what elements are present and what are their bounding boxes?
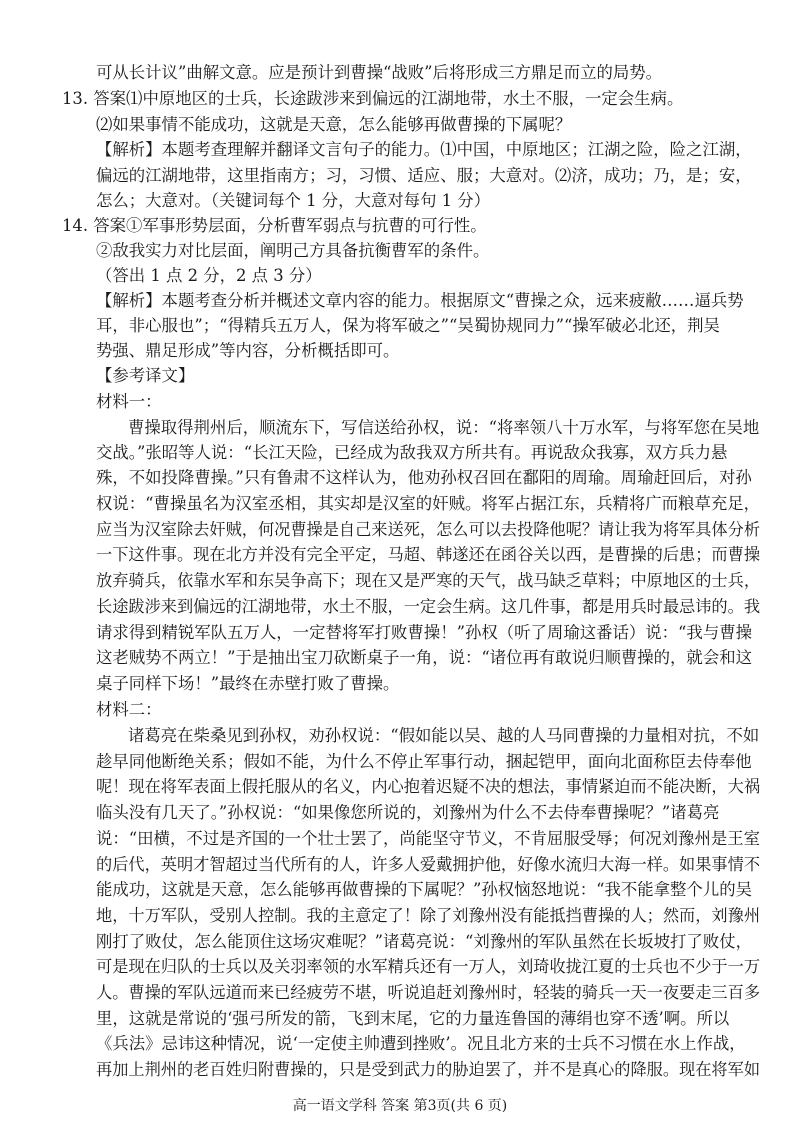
- text-line: 势强、鼎足形成”等内容，分析概括即可。: [96, 341, 400, 360]
- question-14-answer: 14. 答案①军事形势层面，分析曹军弱点与抗曹的可行性。: [62, 216, 487, 235]
- text-line: （答出 1 点 2 分，2 点 3 分）: [96, 266, 322, 285]
- text-line: 这老贼势不两立！”于是抽出宝刀砍断桌子一角，说：“诸位再有敢说归顺曹操的，就会和这: [96, 648, 752, 667]
- text-line: 诸葛亮在柴桑见到孙权，劝孙权说：“假如能以吴、越的人马同曹操的力量相对抗，不如: [128, 726, 760, 745]
- text-line: ②敌我实力对比层面，阐明己方具备抗衡曹军的条件。: [96, 241, 490, 260]
- text-line: 交战。”张昭等人说：“长江天险，已经成为敌我双方所共有。再说敌众我寡，双方兵力悬: [96, 443, 728, 462]
- text-line: 殊，不如投降曹操。”只有鲁肃不这样认为，他劝孙权召回在鄱阳的周瑜。周瑜赶回后，对孙: [96, 468, 752, 487]
- page-footer: 高一语文学科 答案 第3页(共 6 页): [292, 1098, 508, 1114]
- text-line: 偏远的江湖地带，这里指南方；习，习惯、适应、服；大意对。⑵济，成功；乃，是；安，: [96, 166, 752, 185]
- material-1-heading: 材料一：: [96, 392, 162, 411]
- text-line: 趁早同他断绝关系；假如不能，为什么不停止军事行动，捆起铠甲，面向北面称臣去侍奉他: [96, 752, 752, 771]
- text-line: 刚打了败仗，怎么能顶住这场灾难呢？”诸葛亮说：“刘豫州的军队虽然在长坂坡打了败仗，: [96, 932, 752, 951]
- text-line: 地，十万军队，受别人控制。我的主意定了！除了刘豫州没有能抵挡曹操的人；然而，刘豫州: [96, 906, 761, 925]
- text-line: 桌子同样下场！”最终在赤壁打败了曹操。: [96, 674, 400, 693]
- text-line: 临头没有几天了。”孙权说：“如果像您所说的，刘豫州为什么不去侍奉曹操呢？”诸葛亮: [96, 803, 720, 822]
- text-line: 呢！现在将军表面上假托服从的名义，内心抱着迟疑不决的想法，事情紧迫而不能决断，大祸: [96, 777, 761, 796]
- text-line: 请求得到精锐军队五万人，一定替将军打败曹操！”孙权（听了周瑜这番话）说：“我与曹操: [96, 623, 752, 642]
- text-line: 曹操取得荆州后，顺流东下，写信送给孙权，说：“将率领八十万水军，与将军您在吴地: [128, 418, 760, 437]
- text-line: 里，这就是常说的‘强弓所发的箭，飞到末尾，它的力量连鲁国的薄绢也穿不透’啊。所以: [96, 1009, 730, 1028]
- material-2-heading: 材料二：: [96, 700, 162, 719]
- translation-heading: 【参考译文】: [96, 366, 195, 385]
- text-line: 再加上荆州的老百姓归附曹操的，只是受到武力的胁迫罢了，并不是真心的降服。现在将军如: [96, 1060, 761, 1079]
- text-line: 的后代，英明才智超过当代所有的人，许多人爱戴拥护他，好像水流归大海一样。如果事情不: [96, 855, 761, 874]
- text-line: 耳，非心服也”；“得精兵五万人，保为将军破之”“吴蜀协规同力”“操军破必北还，荆吴: [96, 316, 720, 335]
- text-line: 可从长计议”曲解文意。应是预计到曹操“战败”后将形成三方鼎足而立的局势。: [96, 63, 663, 82]
- text-line: 能成功，这就是天意，怎么能够再做曹操的下属呢？”孙权恼怒地说：“我不能拿整个儿的吴: [96, 880, 752, 899]
- text-line: 说：“田横，不过是齐国的一个壮士罢了，尚能坚守节义，不肯屈服受辱；何况刘豫州是王室: [96, 829, 761, 848]
- text-line: 一下这件事。现在北方并没有完全平定，马超、韩遂还在函谷关以西，是曹操的后患；而曹操: [96, 545, 761, 564]
- analysis-heading: 【解析】本题考查分析并概述文章内容的能力。根据原文“曹操之众，远来疲敝……逼兵势: [96, 291, 744, 310]
- text-line: 《兵法》忌讳这种情况，说‘一定使主帅遭到挫败’。况且北方来的士兵不习惯在水上作战，: [96, 1034, 746, 1053]
- text-line: 怎么；大意对。（关键词每个 1 分，大意对每句 1 分）: [96, 191, 491, 210]
- text-line: 权说：“曹操虽名为汉室丞相，其实却是汉室的奸贼。将军占据江东，兵精将广而粮草充足，: [96, 494, 761, 513]
- text-line: 人。曹操的军队远道而来已经疲劳不堪，听说追赶刘豫州时，轻装的骑兵一天一夜要走三百多: [96, 983, 761, 1002]
- text-line: 应当为汉室除去奸贼，何况曹操是自己来送死，怎么可以去投降他呢？请让我为将军具体分析: [96, 520, 761, 539]
- text-line: 可是现在归队的士兵以及关羽率领的水军精兵还有一万人，刘琦收拢江夏的士兵也不少于一万: [96, 957, 761, 976]
- text-line: ⑵如果事情不能成功，这就是天意，怎么能够再做曹操的下属呢？: [96, 115, 572, 134]
- text-line: 长途跋涉来到偏远的江湖地带，水土不服，一定会生病。这几件事，都是用兵时最忌讳的。我: [96, 597, 761, 616]
- question-13-answer: 13. 答案⑴中原地区的士兵，长途跋涉来到偏远的江湖地带，水土不服，一定会生病。: [62, 89, 684, 108]
- analysis-heading: 【解析】本题考查理解并翻译文言句子的能力。⑴中国，中原地区；江湖之险，险之江湖，: [96, 140, 752, 159]
- text-line: 放弃骑兵，依靠水军和东吴争高下；现在又是严寒的天气，战马缺乏草料；中原地区的士兵，: [96, 571, 761, 590]
